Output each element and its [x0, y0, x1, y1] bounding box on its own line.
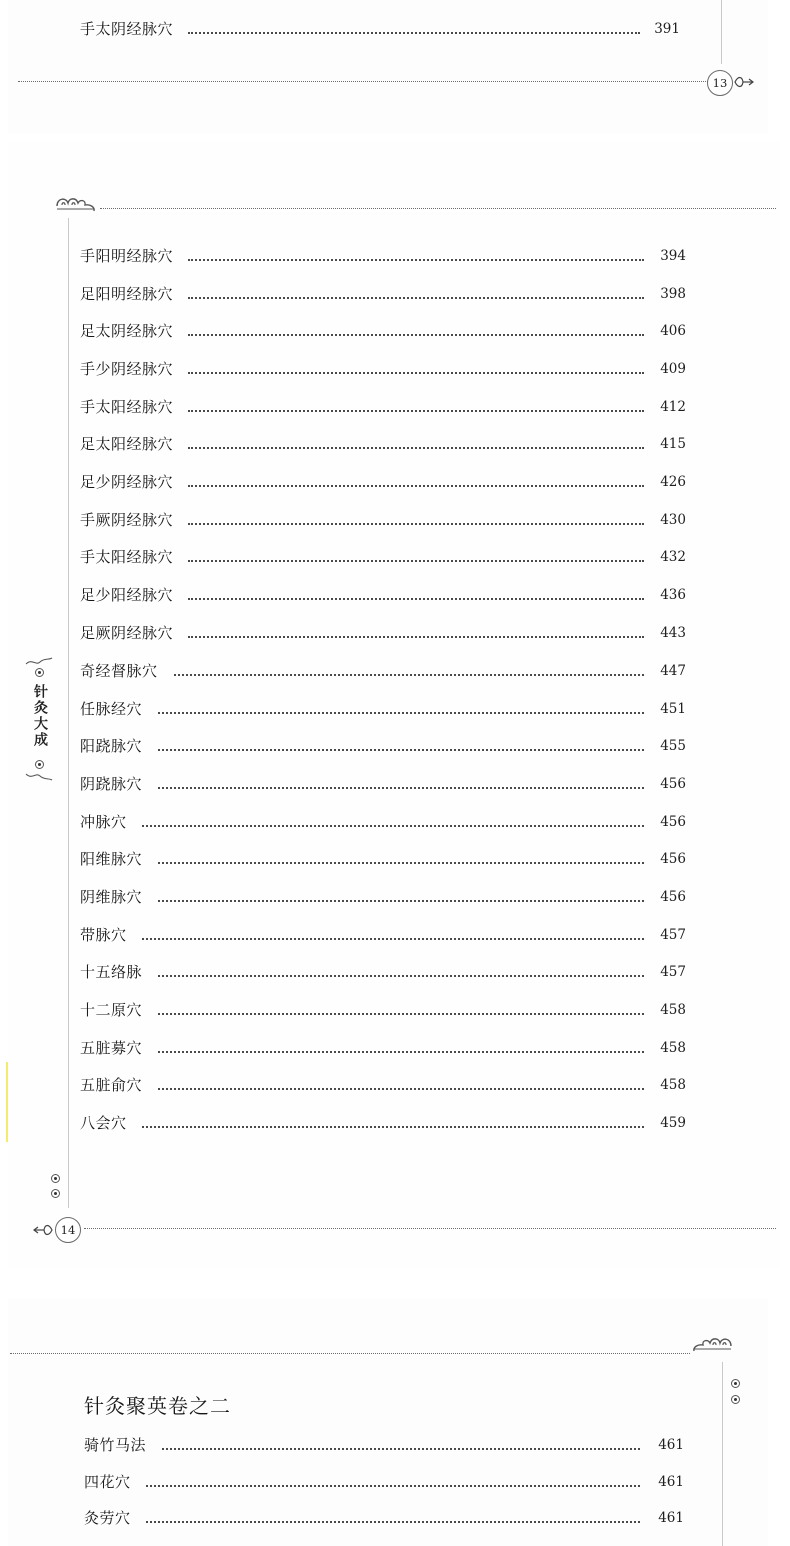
circled-dot-bullet-icon	[51, 1174, 60, 1183]
toc-leader-dots	[188, 410, 644, 412]
toc-entry-title: 冲脉穴	[80, 813, 127, 831]
toc-entry-page: 461	[658, 1474, 684, 1490]
top-page-bottom-rule	[18, 81, 708, 82]
toc-entry-page: 456	[660, 776, 686, 792]
floral-ornament-icon	[24, 656, 54, 668]
section-heading: 针灸聚英卷之二	[84, 1394, 231, 1418]
middle-page-bottom-rule	[84, 1228, 776, 1229]
toc-leader-dots	[188, 447, 644, 449]
toc-entry-page: 455	[660, 738, 686, 754]
toc-leader-dots	[142, 825, 644, 827]
toc-leader-dots	[146, 1521, 640, 1523]
floral-ornament-icon	[24, 770, 54, 782]
bottom-page-top-rule	[10, 1353, 690, 1354]
toc-entry[interactable]	[80, 622, 688, 644]
toc-entry[interactable]	[84, 1471, 688, 1493]
toc-entry-title: 手太阴经脉穴	[80, 20, 174, 38]
toc-entry-page: 432	[660, 549, 686, 565]
toc-entry-page: 458	[660, 1077, 686, 1093]
toc-entry-page: 394	[660, 248, 686, 264]
toc-entry[interactable]	[80, 1112, 688, 1134]
toc-entry-page: 461	[658, 1510, 684, 1526]
toc-entry-page: 447	[660, 663, 686, 679]
toc-entry-page: 458	[660, 1002, 686, 1018]
toc-entry[interactable]	[80, 245, 688, 267]
cloud-scroll-ornament-icon	[690, 1334, 734, 1356]
toc-entry-title: 五脏募穴	[80, 1039, 143, 1057]
toc-entry[interactable]	[80, 999, 688, 1021]
toc-entry-page: 456	[660, 889, 686, 905]
toc-entry-title: 阴跷脉穴	[80, 775, 143, 793]
cloud-scroll-ornament-icon	[54, 194, 98, 216]
toc-entry-title: 灸劳穴	[84, 1509, 131, 1527]
toc-entry[interactable]	[80, 698, 688, 720]
toc-entry[interactable]	[80, 471, 688, 493]
page-number-badge: 13	[707, 70, 733, 96]
toc-entry-title: 手阳明经脉穴	[80, 247, 174, 265]
toc-entry[interactable]	[80, 735, 688, 757]
toc-entry[interactable]	[80, 961, 688, 983]
toc-entry[interactable]	[84, 1507, 688, 1529]
toc-leader-dots	[174, 674, 644, 676]
toc-entry-page: 443	[660, 625, 686, 641]
toc-entry-title: 足太阴经脉穴	[80, 322, 174, 340]
toc-leader-dots	[142, 938, 644, 940]
toc-leader-dots	[158, 787, 644, 789]
toc-entry-title: 带脉穴	[80, 926, 127, 944]
toc-entry-title: 手太阳经脉穴	[80, 548, 174, 566]
toc-leader-dots	[158, 975, 644, 977]
toc-leader-dots	[188, 334, 644, 336]
toc-entry[interactable]	[80, 283, 688, 305]
toc-leader-dots	[188, 297, 644, 299]
toc-entry[interactable]	[80, 18, 684, 40]
toc-leader-dots	[188, 636, 644, 638]
side-book-title-text: 针灸大成	[32, 684, 48, 748]
middle-page-left-border	[68, 218, 69, 1208]
toc-entry-title: 足厥阴经脉穴	[80, 624, 174, 642]
toc-leader-dots	[158, 1013, 644, 1015]
floral-ornament-icon	[32, 1222, 54, 1238]
side-book-title	[30, 684, 48, 754]
toc-entry-title: 奇经督脉穴	[80, 662, 158, 680]
toc-entry-page: 426	[660, 474, 686, 490]
circled-dot-bullet-icon	[731, 1395, 740, 1404]
toc-leader-dots	[142, 1126, 644, 1128]
toc-entry[interactable]	[80, 773, 688, 795]
toc-leader-dots	[188, 259, 644, 261]
toc-entry-title: 阳维脉穴	[80, 850, 143, 868]
toc-entry-page: 459	[660, 1115, 686, 1131]
toc-entry-page: 458	[660, 1040, 686, 1056]
toc-entry[interactable]	[80, 848, 688, 870]
toc-entry[interactable]	[80, 358, 688, 380]
toc-entry[interactable]	[80, 660, 688, 682]
toc-entry-title: 足少阴经脉穴	[80, 473, 174, 491]
circled-dot-bullet-icon	[35, 668, 44, 677]
toc-leader-dots	[146, 1485, 640, 1487]
toc-entry-page: 430	[660, 512, 686, 528]
toc-entry-title: 手太阳经脉穴	[80, 398, 174, 416]
toc-entry-title: 五脏俞穴	[80, 1076, 143, 1094]
toc-entry-page: 406	[660, 323, 686, 339]
toc-entry-page: 436	[660, 587, 686, 603]
toc-entry-page: 409	[660, 361, 686, 377]
circled-dot-bullet-icon	[731, 1379, 740, 1388]
toc-entry-title: 手少阴经脉穴	[80, 360, 174, 378]
toc-entry-title: 足少阳经脉穴	[80, 586, 174, 604]
toc-entry-page: 457	[660, 964, 686, 980]
toc-leader-dots	[158, 1088, 644, 1090]
toc-entry[interactable]	[80, 433, 688, 455]
toc-entry-title: 阴维脉穴	[80, 888, 143, 906]
toc-entry-page: 456	[660, 851, 686, 867]
toc-entry-title: 十二原穴	[80, 1001, 143, 1019]
toc-leader-dots	[162, 1448, 640, 1450]
page-number-badge: 14	[55, 1217, 81, 1243]
toc-leader-dots	[158, 862, 644, 864]
toc-entry[interactable]	[80, 509, 688, 531]
toc-entry[interactable]	[80, 886, 688, 908]
toc-entry-title: 手厥阴经脉穴	[80, 511, 174, 529]
bottom-page-right-border	[722, 1362, 723, 1546]
toc-entry[interactable]	[80, 546, 688, 568]
toc-entry-page: 456	[660, 814, 686, 830]
circled-dot-bullet-icon	[51, 1189, 60, 1198]
middle-page-top-rule	[100, 208, 776, 209]
toc-entry[interactable]	[80, 396, 688, 418]
toc-entry-page: 398	[660, 286, 686, 302]
toc-leader-dots	[188, 560, 644, 562]
floral-ornament-icon	[733, 74, 755, 90]
toc-entry-title: 阳跷脉穴	[80, 737, 143, 755]
toc-entry[interactable]	[80, 924, 688, 946]
toc-entry-page: 457	[660, 927, 686, 943]
toc-entry[interactable]	[80, 320, 688, 342]
toc-entry[interactable]	[84, 1434, 688, 1456]
toc-entry[interactable]	[80, 584, 688, 606]
toc-leader-dots	[188, 32, 640, 34]
toc-entry-title: 四花穴	[84, 1473, 131, 1491]
toc-leader-dots	[188, 523, 644, 525]
toc-leader-dots	[188, 372, 644, 374]
toc-entry-page: 391	[654, 21, 680, 37]
toc-entry[interactable]	[80, 1037, 688, 1059]
circled-dot-bullet-icon	[35, 760, 44, 769]
toc-entry-title: 八会穴	[80, 1114, 127, 1132]
toc-entry[interactable]	[80, 811, 688, 833]
toc-entry-title: 骑竹马法	[84, 1436, 147, 1454]
toc-entry-page: 412	[660, 399, 686, 415]
toc-entry-page: 415	[660, 436, 686, 452]
toc-entry-title: 任脉经穴	[80, 700, 143, 718]
toc-leader-dots	[158, 900, 644, 902]
toc-entry-title: 足阳明经脉穴	[80, 285, 174, 303]
toc-entry-title: 足太阳经脉穴	[80, 435, 174, 453]
toc-leader-dots	[188, 485, 644, 487]
toc-leader-dots	[158, 749, 644, 751]
toc-leader-dots	[188, 598, 644, 600]
toc-entry-page: 461	[658, 1437, 684, 1453]
toc-entry[interactable]	[80, 1074, 688, 1096]
toc-leader-dots	[158, 712, 644, 714]
top-page-right-border	[721, 0, 722, 64]
toc-entry-title: 十五络脉	[80, 963, 143, 981]
toc-entry-page: 451	[660, 701, 686, 717]
toc-leader-dots	[158, 1051, 644, 1053]
